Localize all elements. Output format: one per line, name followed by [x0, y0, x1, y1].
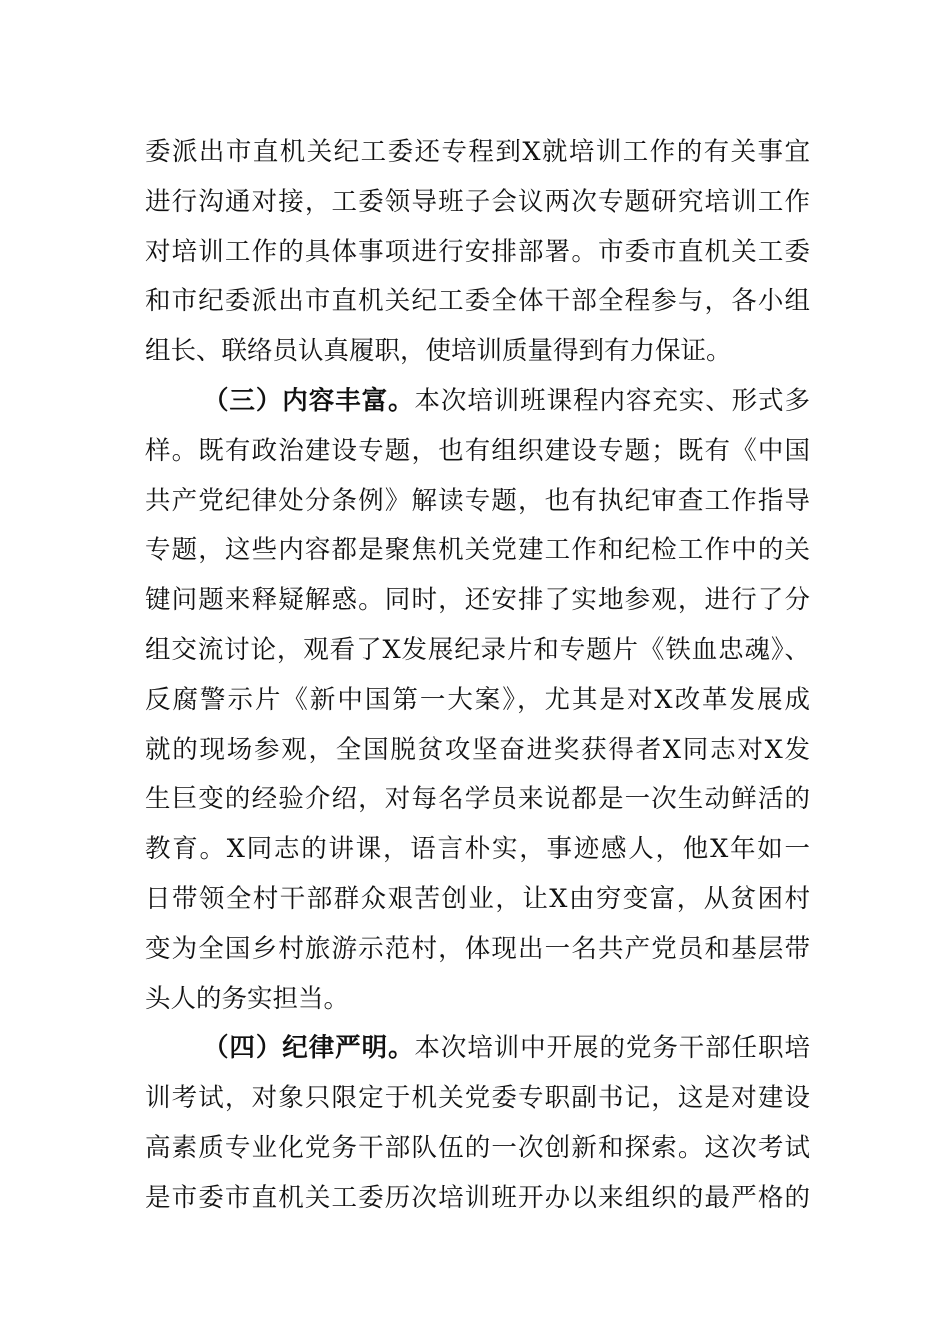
text-line: 组交流讨论，观看了X发展纪录片和专题片《铁血忠魂》、	[145, 634, 810, 665]
text-line: 训考试，对象只限定于机关党委专职副书记，这是对建设	[145, 1083, 810, 1114]
text-line: 进行沟通对接，工委领导班子会议两次专题研究培训工作	[145, 186, 810, 217]
document-body	[145, 128, 810, 1224]
text-run: 本次培训班课程内容充实、形式多	[414, 385, 810, 416]
paragraph-content-rich	[145, 377, 810, 1024]
text-line: 共产党纪律处分条例》解读专题，也有执纪审查工作指导	[145, 485, 810, 516]
text-line: 是市委市直机关工委历次培训班开办以来组织的最严格的	[145, 1182, 810, 1213]
text-line: 组长、联络员认真履职，使培训质量得到有力保证。	[145, 336, 732, 367]
text-line: 和市纪委派出市直机关纪工委全体干部全程参与，各小组	[145, 286, 810, 317]
text-run: 本次培训中开展的党务干部任职培	[414, 1033, 810, 1064]
text-line: 键问题来释疑解惑。同时，还安排了实地参观，进行了分	[145, 585, 810, 616]
text-line: 变为全国乡村旅游示范村，体现出一名共产党员和基层带	[145, 933, 810, 964]
paragraph-strict-discipline	[145, 1024, 810, 1223]
paragraph-first-line	[145, 1024, 810, 1074]
text-line: 反腐警示片《新中国第一大案》，尤其是对X改革发展成	[145, 684, 810, 715]
text-line: 专题，这些内容都是聚焦机关党建工作和纪检工作中的关	[145, 535, 810, 566]
text-line: 日带领全村干部群众艰苦创业，让X由穷变富，从贫困村	[145, 883, 810, 914]
text-line: 样。既有政治建设专题，也有组织建设专题；既有《中国	[145, 435, 810, 466]
text-line: 委派出市直机关纪工委还专程到X就培训工作的有关事宜	[145, 137, 810, 167]
text-line: 头人的务实担当。	[145, 983, 350, 1014]
text-line: 就的现场参观，全国脱贫攻坚奋进奖获得者X同志对X发	[145, 734, 810, 765]
paragraph-first-line	[145, 377, 810, 427]
text-line: 教育。X同志的讲课，语言朴实，事迹感人，他X年如一	[145, 834, 810, 865]
paragraph-continuation	[145, 128, 810, 377]
text-line: 对培训工作的具体事项进行安排部署。市委市直机关工委	[145, 236, 810, 267]
text-line: 生巨变的经验介绍，对每名学员来说都是一次生动鲜活的	[145, 784, 810, 815]
section-heading: （四）纪律严明。	[203, 1033, 415, 1064]
section-heading: （三）内容丰富。	[203, 385, 415, 416]
text-line: 高素质专业化党务干部队伍的一次创新和探索。这次考试	[145, 1132, 810, 1163]
